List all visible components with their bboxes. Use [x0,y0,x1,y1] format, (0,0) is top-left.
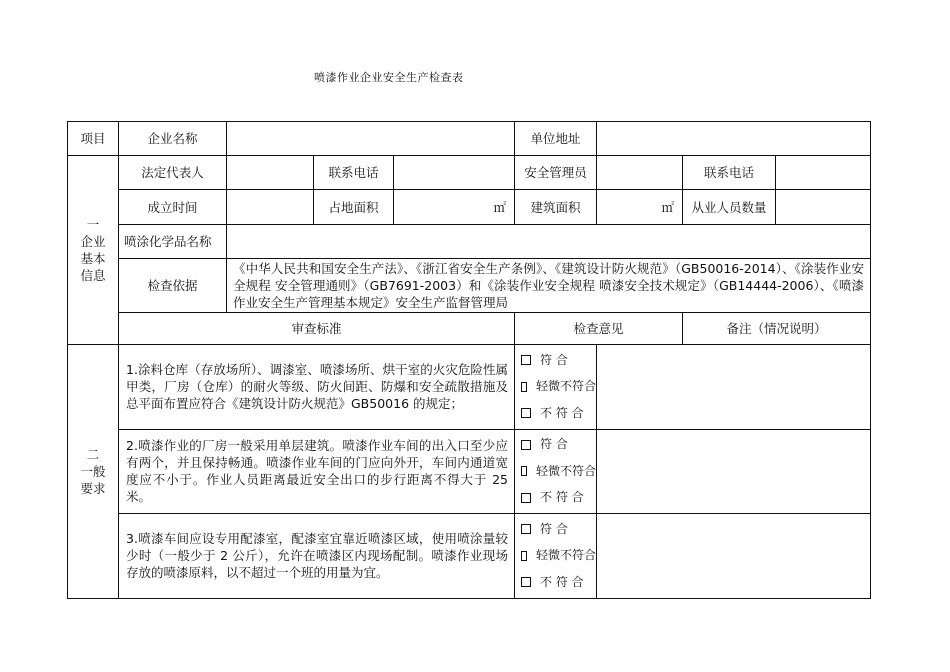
checkbox-icon[interactable] [521,466,527,476]
option-comply[interactable]: 符 合 [521,516,596,543]
company-name-field[interactable] [227,122,515,156]
chemical-name-field[interactable] [227,225,871,259]
building-area-label: 建筑面积 [515,190,597,225]
criterion-1: 1.涂料仓库（存放场所）、调漆室、喷漆场所、烘干室的火灾危险性属甲类，厂房（仓库）的耐火等级、防火间距、防爆和安全疏散措施及总平面布置应符合《建筑设计防火规范》GB50016 的规定； [119,345,515,430]
checkbox-icon[interactable] [521,440,531,450]
remark-field-1[interactable] [597,345,871,430]
option-minor-noncompliance[interactable]: 轻微不符合 [521,458,596,485]
option-noncompliance[interactable]: 不 符 合 [521,400,596,427]
safety-manager-label: 安全管理员 [515,156,597,190]
land-area-field[interactable] [394,190,515,225]
option-noncompliance[interactable]: 不 符 合 [521,485,596,512]
land-area-label: 占地面积 [314,190,394,225]
company-name-label: 企业名称 [119,122,227,156]
inspection-basis-text: 《中华人民共和国安全生产法》、《浙江省安全生产条例》、《建筑设计防火规范》（GB50016-2014）、《涂装作业安全规程 安全管理通则》（GB7691-2003）和《涂装作业安全规程 喷漆安全技术规定》（GB14444-2006）、《喷漆作业安全生产管理基本规定》安全生产监督管理局 [227,259,871,313]
checkbox-icon[interactable] [521,493,531,503]
contact-phone-label: 联系电话 [314,156,394,190]
inspection-basis-label: 检查依据 [119,259,227,313]
remark-field-2[interactable] [597,429,871,514]
checkbox-icon[interactable] [521,382,527,392]
criterion-3: 3.喷漆车间应设专用配漆室，配漆室宜靠近喷漆区域，使用喷涂量较少时（一般少于 2 公斤），允许在喷漆区内现场配制。喷漆作业现场存放的喷漆原料，以不超过一个班的用量为宜。 [119,514,515,599]
section-basic-info-label: 一 企业 基本 信息 [68,156,119,345]
remark-field-3[interactable] [597,514,871,599]
area-unit: ㎡ [493,199,507,215]
check-options-1 [515,345,597,430]
item-header: 项目 [68,122,119,156]
checkbox-icon[interactable] [521,355,531,365]
check-options-3 [515,514,597,599]
safety-manager-field[interactable] [597,156,683,190]
checkbox-icon[interactable] [521,524,531,534]
checkbox-icon[interactable] [521,408,531,418]
checkbox-icon[interactable] [521,551,527,561]
inspection-opinion-header: 检查意见 [515,313,683,345]
company-address-field[interactable] [597,122,871,156]
contact-phone-2-field[interactable] [776,156,871,190]
option-minor-noncompliance[interactable]: 轻微不符合 [521,543,596,570]
option-noncompliance[interactable]: 不 符 合 [521,569,596,596]
building-area-field[interactable] [597,190,683,225]
option-minor-noncompliance[interactable]: 轻微不符合 [521,374,596,401]
area-unit: ㎡ [661,199,675,215]
established-date-field[interactable] [227,190,314,225]
checkbox-icon[interactable] [521,577,531,587]
contact-phone-field[interactable] [394,156,515,190]
option-comply[interactable]: 符 合 [521,347,596,374]
legal-representative-label: 法定代表人 [119,156,227,190]
chemical-name-label: 喷涂化学品名称 [119,225,227,259]
review-standard-header: 审查标准 [119,313,515,345]
employee-count-label: 从业人员数量 [683,190,776,225]
safety-inspection-form [67,121,871,599]
employee-count-field[interactable] [776,190,871,225]
section-general-requirements-label: 二 一般 要求 [68,345,119,599]
option-comply[interactable]: 符 合 [521,432,596,459]
established-date-label: 成立时间 [119,190,227,225]
check-options-2 [515,429,597,514]
contact-phone-2-label: 联系电话 [683,156,776,190]
criterion-2: 2.喷漆作业的厂房一般采用单层建筑。喷漆作业车间的出入口至少应有两个，并且保持畅通。喷漆作业车间的门应向外开，车间内通道宽度应不小于。作业人员距离最近安全出口的步行距离不得大于 25 米。 [119,429,515,514]
remark-header: 备注（情况说明） [683,313,871,345]
legal-representative-field[interactable] [227,156,314,190]
document-title: 喷漆作业企业安全生产检查表 [314,71,464,84]
company-address-label: 单位地址 [515,122,597,156]
